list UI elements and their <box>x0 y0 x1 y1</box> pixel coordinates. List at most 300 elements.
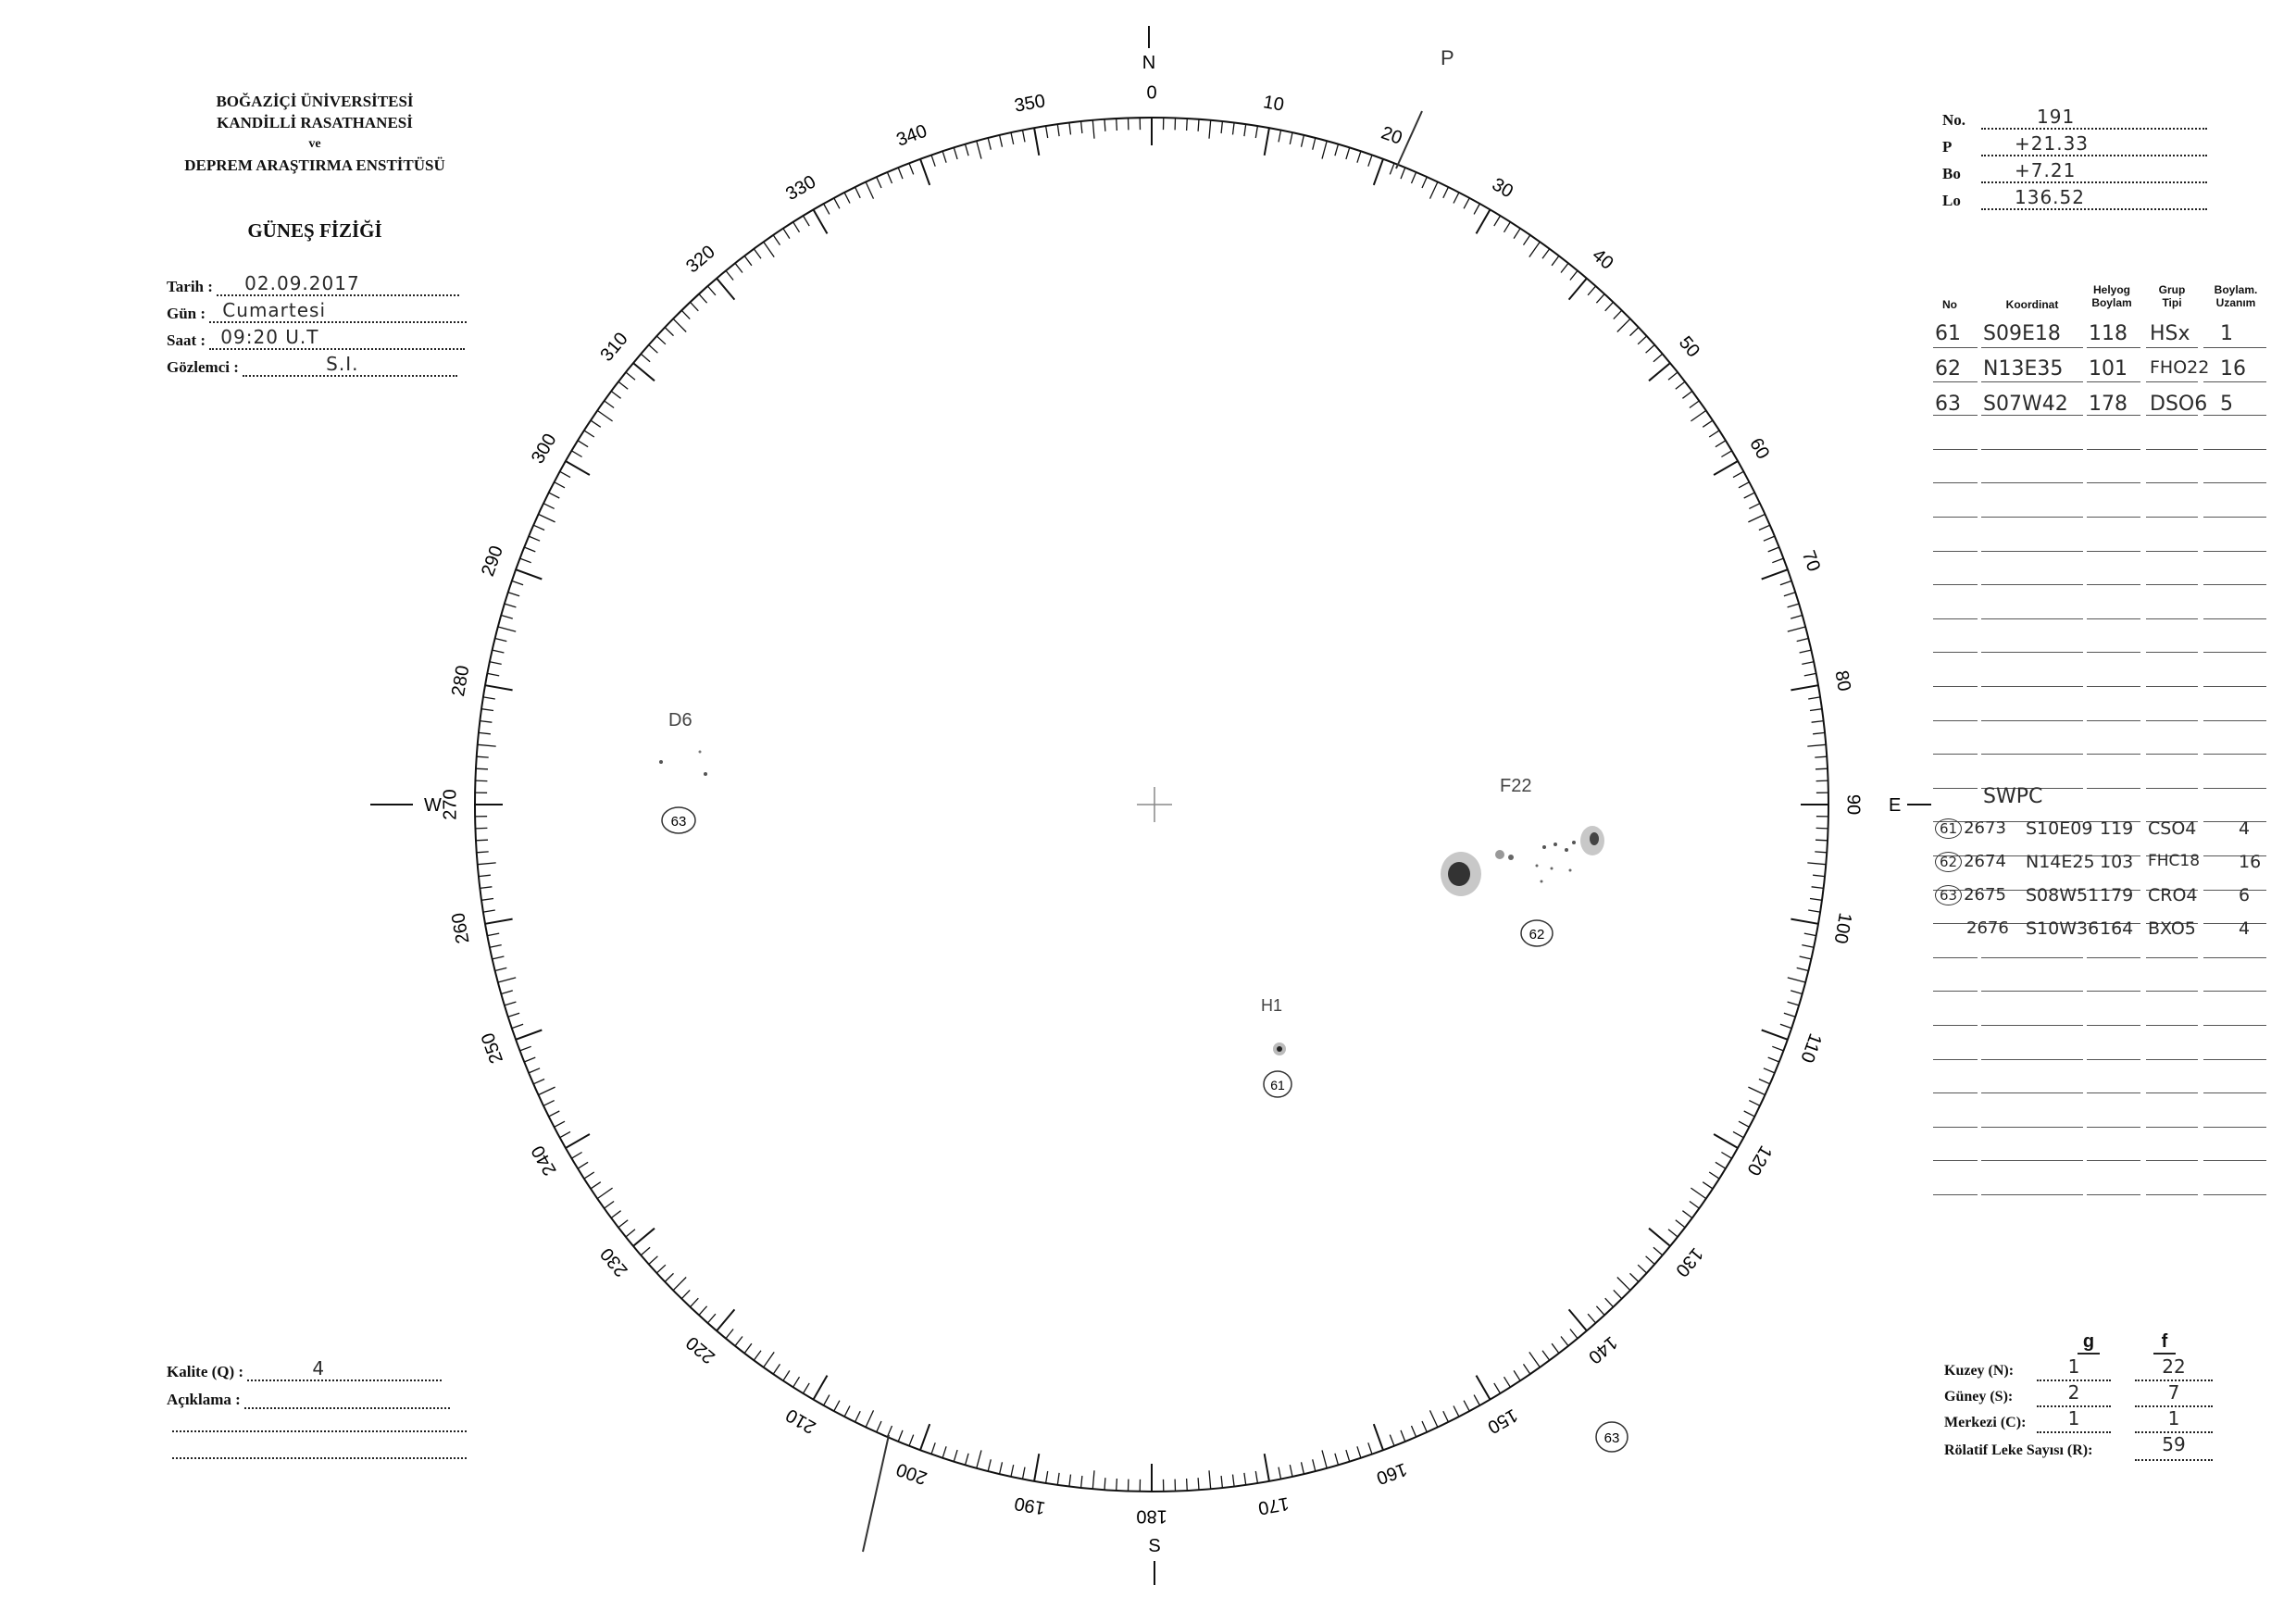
scale-tick <box>1791 685 1818 690</box>
scale-tick <box>533 525 544 530</box>
scale-tick <box>866 182 873 199</box>
scale-tick <box>1733 1131 1743 1137</box>
scale-tick <box>1800 650 1812 653</box>
swpc-label: SWPC <box>1983 785 2043 808</box>
scale-tick <box>555 482 565 488</box>
scale-tick <box>1768 547 1779 552</box>
scale-tick <box>1221 1476 1222 1488</box>
scale-tick <box>1691 1188 1705 1199</box>
scale-tick <box>1791 616 1803 619</box>
swpc-tip: FHC18 <box>2148 852 2201 870</box>
scale-tick <box>1357 1446 1361 1457</box>
col-header-helyog-1: Helyog <box>2092 283 2130 296</box>
scale-tick <box>1676 1220 1685 1228</box>
p-marker-label: P <box>1441 46 1454 69</box>
scale-tick <box>1638 336 1647 344</box>
scale-tick <box>1092 120 1094 139</box>
scale-tick <box>1813 875 1825 876</box>
scale-tick <box>1617 1278 1630 1291</box>
scale-tick <box>1748 514 1765 522</box>
department-title: GÜNEŞ FİZİĞİ <box>247 219 382 242</box>
row-no: 62 <box>1935 357 1961 381</box>
scale-tick <box>1709 431 1719 437</box>
count-col-g: g <box>2078 1331 2100 1355</box>
scale-tick <box>501 991 513 994</box>
scale-tick <box>476 840 488 841</box>
scale-tick <box>1596 294 1604 304</box>
scale-tick <box>1638 1265 1647 1273</box>
scale-tick <box>942 1446 946 1457</box>
sunspot <box>1554 843 1557 846</box>
scale-tick <box>524 1057 535 1062</box>
scale-tick <box>1374 159 1383 185</box>
sunspot-umbra <box>1590 832 1599 845</box>
scale-tick <box>1739 1121 1749 1127</box>
row-uzanim: 1 <box>2220 322 2233 345</box>
scale-tick <box>1464 1401 1469 1411</box>
scale-tick <box>1682 1211 1691 1218</box>
swpc-uzanim: 6 <box>2239 885 2251 905</box>
scale-tick <box>1816 840 1828 841</box>
row-uzanim: 16 <box>2220 357 2246 381</box>
scale-label: 310 <box>596 328 632 366</box>
scale-tick <box>481 899 493 901</box>
row-tip: FHO22 <box>2150 357 2210 378</box>
scale-tick <box>1454 193 1459 204</box>
scale-tick <box>1335 144 1339 156</box>
scale-tick <box>1791 991 1803 994</box>
scale-tick <box>475 828 487 829</box>
scale-label: 0 <box>1146 82 1157 104</box>
merkezi-label: Merkezi (C): <box>1944 1415 2027 1430</box>
relatif-label: Rölatif Leke Sayısı (R): <box>1944 1442 2093 1458</box>
scale-tick <box>1412 1426 1416 1437</box>
param-no-value: 191 <box>2037 106 2076 128</box>
scale-tick <box>1346 147 1350 159</box>
sunspot <box>1565 848 1568 852</box>
scale-tick <box>605 401 615 408</box>
scale-tick <box>942 151 946 162</box>
scale-tick <box>478 863 496 865</box>
scale-tick <box>665 328 673 336</box>
scale-tick <box>1744 1111 1755 1117</box>
scale-tick <box>1529 1352 1541 1367</box>
scale-tick <box>1733 471 1743 477</box>
scale-tick <box>1772 1046 1783 1051</box>
scale-label: 180 <box>1136 1505 1167 1527</box>
scale-tick <box>1046 1471 1048 1483</box>
scale-tick <box>1454 1406 1459 1417</box>
scale-tick <box>1784 1013 1795 1017</box>
scale-tick <box>1646 1256 1655 1265</box>
scale-tick <box>1187 1479 1188 1491</box>
scale-label: 90 <box>1842 793 1864 816</box>
scale-tick <box>1477 1376 1491 1400</box>
scale-tick <box>1788 978 1805 982</box>
scale-tick <box>1233 123 1235 135</box>
scale-tick <box>877 177 881 188</box>
scale-tick <box>1797 639 1809 642</box>
scale-tick <box>633 1229 655 1246</box>
scale-tick <box>920 159 930 185</box>
merkezi-f[interactable]: 1 <box>2167 1407 2180 1429</box>
scale-tick <box>931 1442 935 1454</box>
param-lo-value: 136.52 <box>2015 186 2085 208</box>
scale-tick <box>1816 828 1828 829</box>
scale-tick <box>539 1087 555 1095</box>
scale-tick <box>1772 558 1783 563</box>
param-p-value: +21.33 <box>2015 132 2090 155</box>
scale-tick <box>754 1351 761 1361</box>
kalite-value: 4 <box>312 1357 326 1380</box>
col-header-koordinat: Koordinat <box>2005 298 2059 311</box>
scale-tick <box>1524 235 1530 245</box>
guney-f[interactable]: 7 <box>2167 1381 2180 1404</box>
scale-tick <box>529 536 540 541</box>
scale-label: 150 <box>1483 1404 1521 1438</box>
scale-tick <box>887 172 892 183</box>
scale-label: 350 <box>1013 91 1047 117</box>
scale-label: 110 <box>1796 1030 1826 1066</box>
scale-tick <box>1788 627 1805 631</box>
scale-tick <box>493 650 505 653</box>
kalite-label: Kalite (Q) : <box>167 1363 244 1380</box>
row-tip: DSO6 <box>2150 393 2208 416</box>
scale-tick <box>1422 177 1427 188</box>
scale-tick <box>626 372 635 380</box>
swpc-region: 2674 <box>1964 852 2006 871</box>
param-no-label: No. <box>1942 111 1966 129</box>
sunspot <box>1541 880 1543 883</box>
scale-label: 60 <box>1745 434 1774 463</box>
scale-tick <box>1464 198 1469 208</box>
group-label-61: 61 <box>1270 1078 1285 1092</box>
scale-tick <box>707 1314 716 1323</box>
sunspot <box>1542 845 1546 849</box>
scale-tick <box>909 163 914 174</box>
row-koordinat: N13E35 <box>1983 357 2064 381</box>
scale-tick <box>611 392 620 399</box>
scale-tick <box>717 279 734 300</box>
scale-tick <box>591 1182 601 1189</box>
scale-tick <box>1322 141 1327 158</box>
scale-tick <box>1000 135 1003 147</box>
col-header-uzanim-2: Uzanım <box>2215 296 2256 309</box>
scale-tick <box>793 1377 800 1387</box>
scale-tick <box>1104 1478 1105 1490</box>
scale-tick <box>477 756 489 757</box>
scale-tick <box>814 1376 828 1400</box>
group-type-d6: D6 <box>668 710 693 730</box>
scale-tick <box>1542 1351 1550 1361</box>
scale-tick <box>1800 956 1812 959</box>
scale-tick <box>1374 1424 1383 1450</box>
scale-tick <box>1265 128 1269 156</box>
scale-tick <box>1422 1421 1427 1432</box>
scale-tick <box>1561 263 1568 272</box>
scale-tick <box>804 216 810 226</box>
scale-tick <box>691 302 699 311</box>
scale-tick <box>1570 270 1578 280</box>
scale-tick <box>877 1421 881 1432</box>
gun-label: Gün : <box>167 305 206 322</box>
swpc-tip: BXO5 <box>2148 918 2196 939</box>
note-label-63: 63 <box>1603 1430 1620 1446</box>
kuzey-f[interactable]: 22 <box>2162 1355 2186 1378</box>
scale-label: 170 <box>1256 1492 1291 1518</box>
scale-tick <box>1081 1476 1082 1488</box>
scale-tick <box>649 345 658 354</box>
scale-tick <box>1401 1430 1405 1442</box>
scale-tick <box>480 721 492 723</box>
scale-tick <box>1721 1153 1731 1159</box>
scale-tick <box>649 1256 658 1265</box>
scale-tick <box>773 1364 780 1374</box>
scale-tick <box>1815 756 1827 757</box>
scale-tick <box>1646 345 1655 354</box>
scale-tick <box>1762 569 1788 579</box>
scale-tick <box>1357 151 1361 162</box>
scale-tick <box>1057 1473 1059 1485</box>
scale-tick <box>1808 697 1820 699</box>
scale-tick <box>898 1430 903 1442</box>
scale-tick <box>1265 1454 1269 1481</box>
scale-tick <box>744 1343 752 1353</box>
scale-tick <box>783 229 790 239</box>
scale-tick <box>1290 1465 1292 1477</box>
scale-tick <box>814 209 828 233</box>
scale-tick <box>744 256 752 265</box>
scale-tick <box>1807 744 1826 746</box>
scale-tick <box>520 1046 531 1051</box>
swpc-region: 2676 <box>1966 918 2009 938</box>
scale-tick <box>1703 1182 1713 1189</box>
row-tip: HSx <box>2150 322 2190 345</box>
scale-tick <box>560 471 570 477</box>
scale-tick <box>1221 121 1222 133</box>
scale-tick <box>844 1406 850 1417</box>
scale-tick <box>1804 673 1816 676</box>
scale-tick <box>1514 229 1520 239</box>
merkezi-g[interactable]: 1 <box>2067 1407 2080 1429</box>
scale-tick <box>855 1411 861 1422</box>
scale-tick <box>726 270 733 280</box>
scale-tick <box>656 336 666 344</box>
scale-tick <box>977 1450 981 1467</box>
scale-tick <box>1716 1162 1726 1168</box>
scale-label: 220 <box>682 1331 719 1368</box>
guney-g[interactable]: 2 <box>2067 1381 2080 1404</box>
scale-label: 260 <box>448 911 474 945</box>
scale-tick <box>909 1435 914 1446</box>
scale-tick <box>1808 910 1820 912</box>
scale-tick <box>1802 662 1814 665</box>
scale-tick <box>735 263 742 272</box>
scale-tick <box>1804 933 1816 936</box>
scale-tick <box>1313 1459 1316 1471</box>
scale-tick <box>699 1306 707 1316</box>
scale-tick <box>1034 1454 1039 1481</box>
scale-tick <box>571 451 581 457</box>
scale-tick <box>1596 1306 1604 1316</box>
param-bo-label: Bo <box>1942 165 1961 182</box>
scale-tick <box>1721 451 1731 457</box>
swpc-koordinat: S10E09 <box>2026 818 2093 839</box>
sunspot <box>1536 865 1539 868</box>
scale-tick <box>764 242 775 256</box>
scale-label: 240 <box>527 1142 561 1180</box>
scale-tick <box>1690 1202 1700 1209</box>
sunspot <box>659 760 663 764</box>
scale-tick <box>735 1337 742 1346</box>
scale-tick <box>673 1278 686 1291</box>
scale-tick <box>1649 363 1670 381</box>
scale-tick <box>1617 318 1630 331</box>
scale-tick <box>543 1101 555 1106</box>
scale-label: 30 <box>1488 174 1516 203</box>
row-koordinat: S09E18 <box>1983 322 2061 345</box>
scale-tick <box>1816 780 1828 781</box>
scale-tick <box>656 1265 666 1273</box>
scale-tick <box>681 1290 690 1298</box>
scale-tick <box>1812 887 1824 889</box>
scale-tick <box>555 1121 565 1127</box>
scale-tick <box>1290 132 1292 144</box>
scale-tick <box>516 1030 542 1040</box>
scale-tick <box>1390 1435 1394 1446</box>
scale-label: 140 <box>1584 1331 1621 1368</box>
scale-tick <box>977 141 981 158</box>
scale-tick <box>1255 1471 1257 1483</box>
scale-tick <box>495 968 507 970</box>
scale-tick <box>524 547 535 552</box>
param-bo-value: +7.21 <box>2015 159 2077 181</box>
scale-tick <box>560 1131 570 1137</box>
scale-tick <box>1716 441 1726 447</box>
scale-tick <box>1011 132 1014 144</box>
scale-tick <box>1813 732 1825 733</box>
scale-tick <box>584 1172 594 1179</box>
scale-tick <box>1739 482 1749 488</box>
scale-label: 290 <box>477 543 508 580</box>
scale-label: 270 <box>440 789 461 820</box>
scale-tick <box>1614 310 1622 318</box>
institution-line1: BOĞAZİÇİ ÜNİVERSİTESİ <box>216 93 414 110</box>
scale-tick <box>783 1370 790 1380</box>
scale-tick <box>1614 1290 1622 1298</box>
scale-tick <box>1023 1467 1026 1479</box>
row-no: 61 <box>1935 322 1961 345</box>
scale-tick <box>1810 709 1822 711</box>
scale-tick <box>691 1298 699 1307</box>
scale-tick <box>1561 1337 1568 1346</box>
sunspot <box>699 751 702 754</box>
scale-tick <box>481 709 493 711</box>
institution-line4: DEPREM ARAŞTIRMA ENSTİTÜSÜ <box>184 156 445 174</box>
scale-tick <box>549 493 560 498</box>
scale-tick <box>618 381 628 389</box>
scale-tick <box>505 604 517 607</box>
scale-tick <box>618 1220 628 1228</box>
scale-label: 300 <box>527 430 561 468</box>
sunspot <box>1495 850 1504 859</box>
scale-tick <box>834 1401 840 1411</box>
swpc-tip: CRO4 <box>2148 885 2198 905</box>
scale-tick <box>578 441 588 447</box>
scale-tick <box>1749 504 1760 509</box>
scale-tick <box>1649 1229 1670 1246</box>
scale-label: 320 <box>682 241 719 278</box>
kuzey-g[interactable]: 1 <box>2067 1355 2080 1378</box>
scale-tick <box>508 1013 519 1017</box>
scale-tick <box>988 1459 991 1471</box>
scale-tick <box>1477 209 1491 233</box>
scale-tick <box>966 144 969 156</box>
scale-tick <box>764 1352 775 1367</box>
scale-tick <box>611 1211 620 1218</box>
scale-tick <box>1081 121 1082 133</box>
scale-tick <box>1676 381 1685 389</box>
scale-tick <box>1802 945 1814 948</box>
scale-tick <box>1605 302 1614 311</box>
scale-tick <box>512 581 523 584</box>
scale-tick <box>1209 120 1211 139</box>
scale-tick <box>1524 1364 1530 1374</box>
scale-tick <box>1759 525 1770 530</box>
scale-tick <box>543 504 555 509</box>
p-axis-south <box>863 1435 889 1552</box>
scale-tick <box>898 168 903 179</box>
scale-tick <box>1046 126 1048 138</box>
scale-tick <box>1714 461 1738 475</box>
scale-tick <box>1494 216 1501 226</box>
scale-tick <box>533 1080 544 1084</box>
scale-tick <box>495 639 507 642</box>
swpc-koordinat: S10W36 <box>2026 918 2100 939</box>
scale-tick <box>549 1111 560 1117</box>
scale-tick <box>1815 852 1827 853</box>
scale-tick <box>920 1424 930 1450</box>
tarih-label: Tarih : <box>167 278 213 295</box>
swpc-uzanim: 16 <box>2239 852 2262 872</box>
scale-tick <box>1816 768 1828 769</box>
scale-tick <box>1279 131 1281 143</box>
scale-tick <box>1552 1343 1559 1353</box>
swpc-uzanim: 4 <box>2239 818 2251 839</box>
gun-value: Cumartesi <box>222 299 327 321</box>
scale-tick <box>1812 721 1824 723</box>
scale-tick <box>591 420 601 427</box>
swpc-ref: 63 2675 <box>1935 885 2006 905</box>
scale-tick <box>1668 372 1678 380</box>
relatif-value[interactable]: 59 <box>2162 1433 2186 1455</box>
scale-tick <box>1605 1298 1614 1307</box>
scale-tick <box>673 318 686 331</box>
scale-tick <box>1682 392 1691 399</box>
scale-tick <box>1187 119 1188 131</box>
scale-tick <box>1000 1462 1003 1474</box>
row-uzanim: 5 <box>2220 393 2233 416</box>
scale-tick <box>1788 604 1800 607</box>
scale-tick <box>566 1134 590 1148</box>
scale-tick <box>1368 1442 1372 1454</box>
scale-tick <box>1542 249 1550 259</box>
scale-tick <box>485 919 513 924</box>
scale-tick <box>1810 899 1822 901</box>
scale-tick <box>1034 128 1039 156</box>
scale-tick <box>1302 1462 1304 1474</box>
scale-tick <box>1529 242 1541 256</box>
